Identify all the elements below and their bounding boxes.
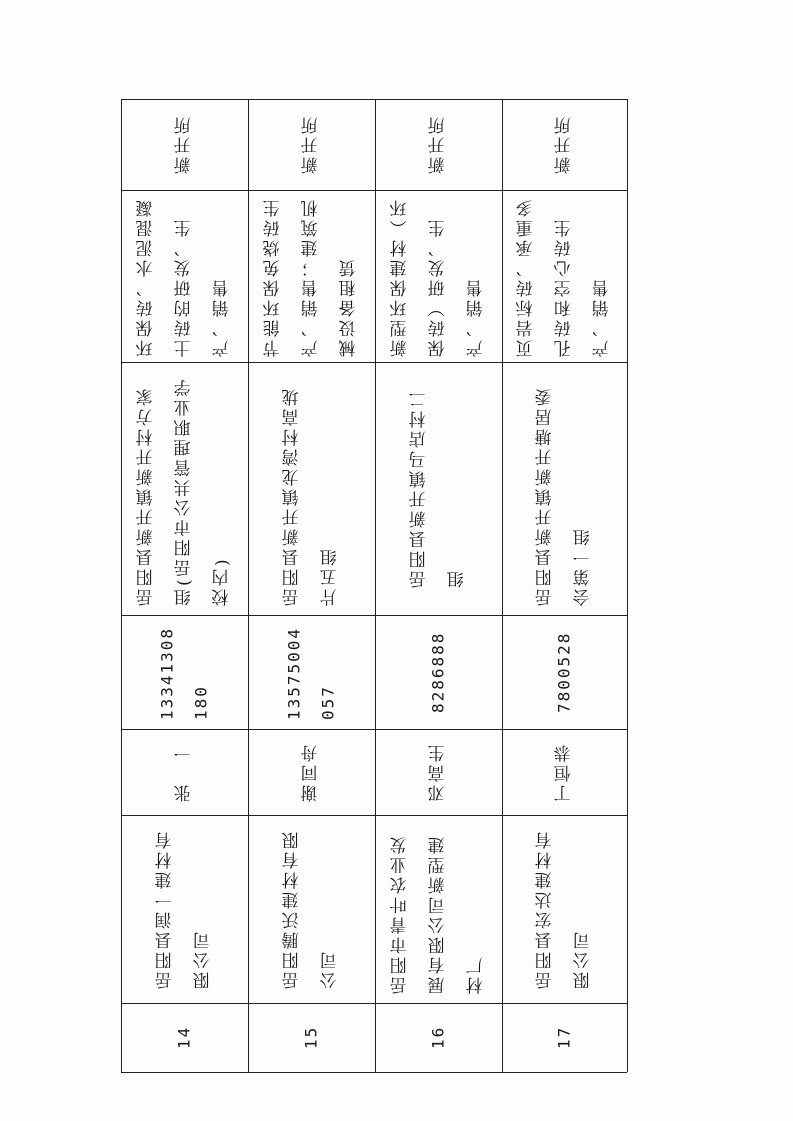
address-cell <box>502 362 627 615</box>
office-name: 新开所 <box>554 114 575 175</box>
company-name: 岳阳县润一建材有限公司 <box>155 829 214 989</box>
address: 岳阳县新开镇新开塘居委会第一组 <box>535 386 594 607</box>
company-cell <box>375 815 502 1003</box>
table-border-right <box>627 99 628 1072</box>
office-name: 新开所 <box>301 114 322 175</box>
business-cell <box>502 190 627 362</box>
office-cell <box>502 99 627 190</box>
address: 岳阳县新开镇新开村方家组(岳阳市公共管理职业学校内) <box>136 376 233 607</box>
phone-cell <box>375 615 502 729</box>
person-cell <box>248 729 375 815</box>
company-cell <box>502 815 627 1003</box>
table-border-bottom <box>121 1072 627 1073</box>
table-row <box>248 1003 375 1072</box>
person-cell <box>375 729 502 815</box>
office-cell <box>375 99 502 190</box>
row-number: 14 <box>174 1025 194 1050</box>
address: 岳阳县新开镇龙湾村高垅片五组 <box>282 386 341 607</box>
office-cell <box>121 99 248 190</box>
table-row <box>121 1003 248 1072</box>
contact-person: 谢同舟 <box>301 742 322 802</box>
contact-person: 张 一 <box>174 742 195 802</box>
person-cell <box>502 729 627 815</box>
address-cell <box>121 362 248 615</box>
office-cell <box>248 99 375 190</box>
office-name: 新开所 <box>428 114 449 175</box>
phone-number: 7800528 <box>554 631 574 713</box>
contact-person: 丁恒恭 <box>554 742 575 802</box>
business-scope: 环保砖、水泥混凝土砖的研发、生产、销售 <box>136 197 233 357</box>
row-number: 16 <box>428 1025 448 1050</box>
business-scope: 节能环保免烧砖生产、销售；建筑机械设备租赁 <box>263 197 360 357</box>
contact-person: 邓高生 <box>428 742 449 802</box>
phone-cell <box>121 615 248 729</box>
company-name: 岳阳腾沃建材有限公司 <box>282 829 341 989</box>
phone-number: 8286888 <box>428 631 448 713</box>
company-cell <box>121 815 248 1003</box>
address-cell <box>375 362 502 615</box>
business-scope: 新型环保建材（环保砖）研发、生产、销售 <box>390 197 487 357</box>
phone-cell <box>248 615 375 729</box>
company-name: 岳阳县宏达建材有限公司 <box>535 829 594 989</box>
business-cell <box>121 190 248 362</box>
table-row <box>502 1003 627 1072</box>
phone-cell <box>502 615 627 729</box>
phone-number: 13341308180 <box>157 626 211 720</box>
table-row <box>375 1003 502 1072</box>
phone-number: 13575004057 <box>284 626 338 720</box>
address-cell <box>248 362 375 615</box>
office-name: 新开所 <box>174 114 195 175</box>
business-scope: 页岩标砖、承重多孔砖和空心砖生产、销售 <box>516 197 613 357</box>
row-number: 15 <box>301 1025 321 1050</box>
business-cell <box>375 190 502 362</box>
person-cell <box>121 729 248 815</box>
business-cell <box>248 190 375 362</box>
row-number: 17 <box>554 1025 574 1050</box>
company-name: 岳阳市青叶农业发展有限公司新型建材厂 <box>390 834 487 994</box>
address: 岳阳县新开镇马店村二组 <box>409 388 468 589</box>
company-cell <box>248 815 375 1003</box>
